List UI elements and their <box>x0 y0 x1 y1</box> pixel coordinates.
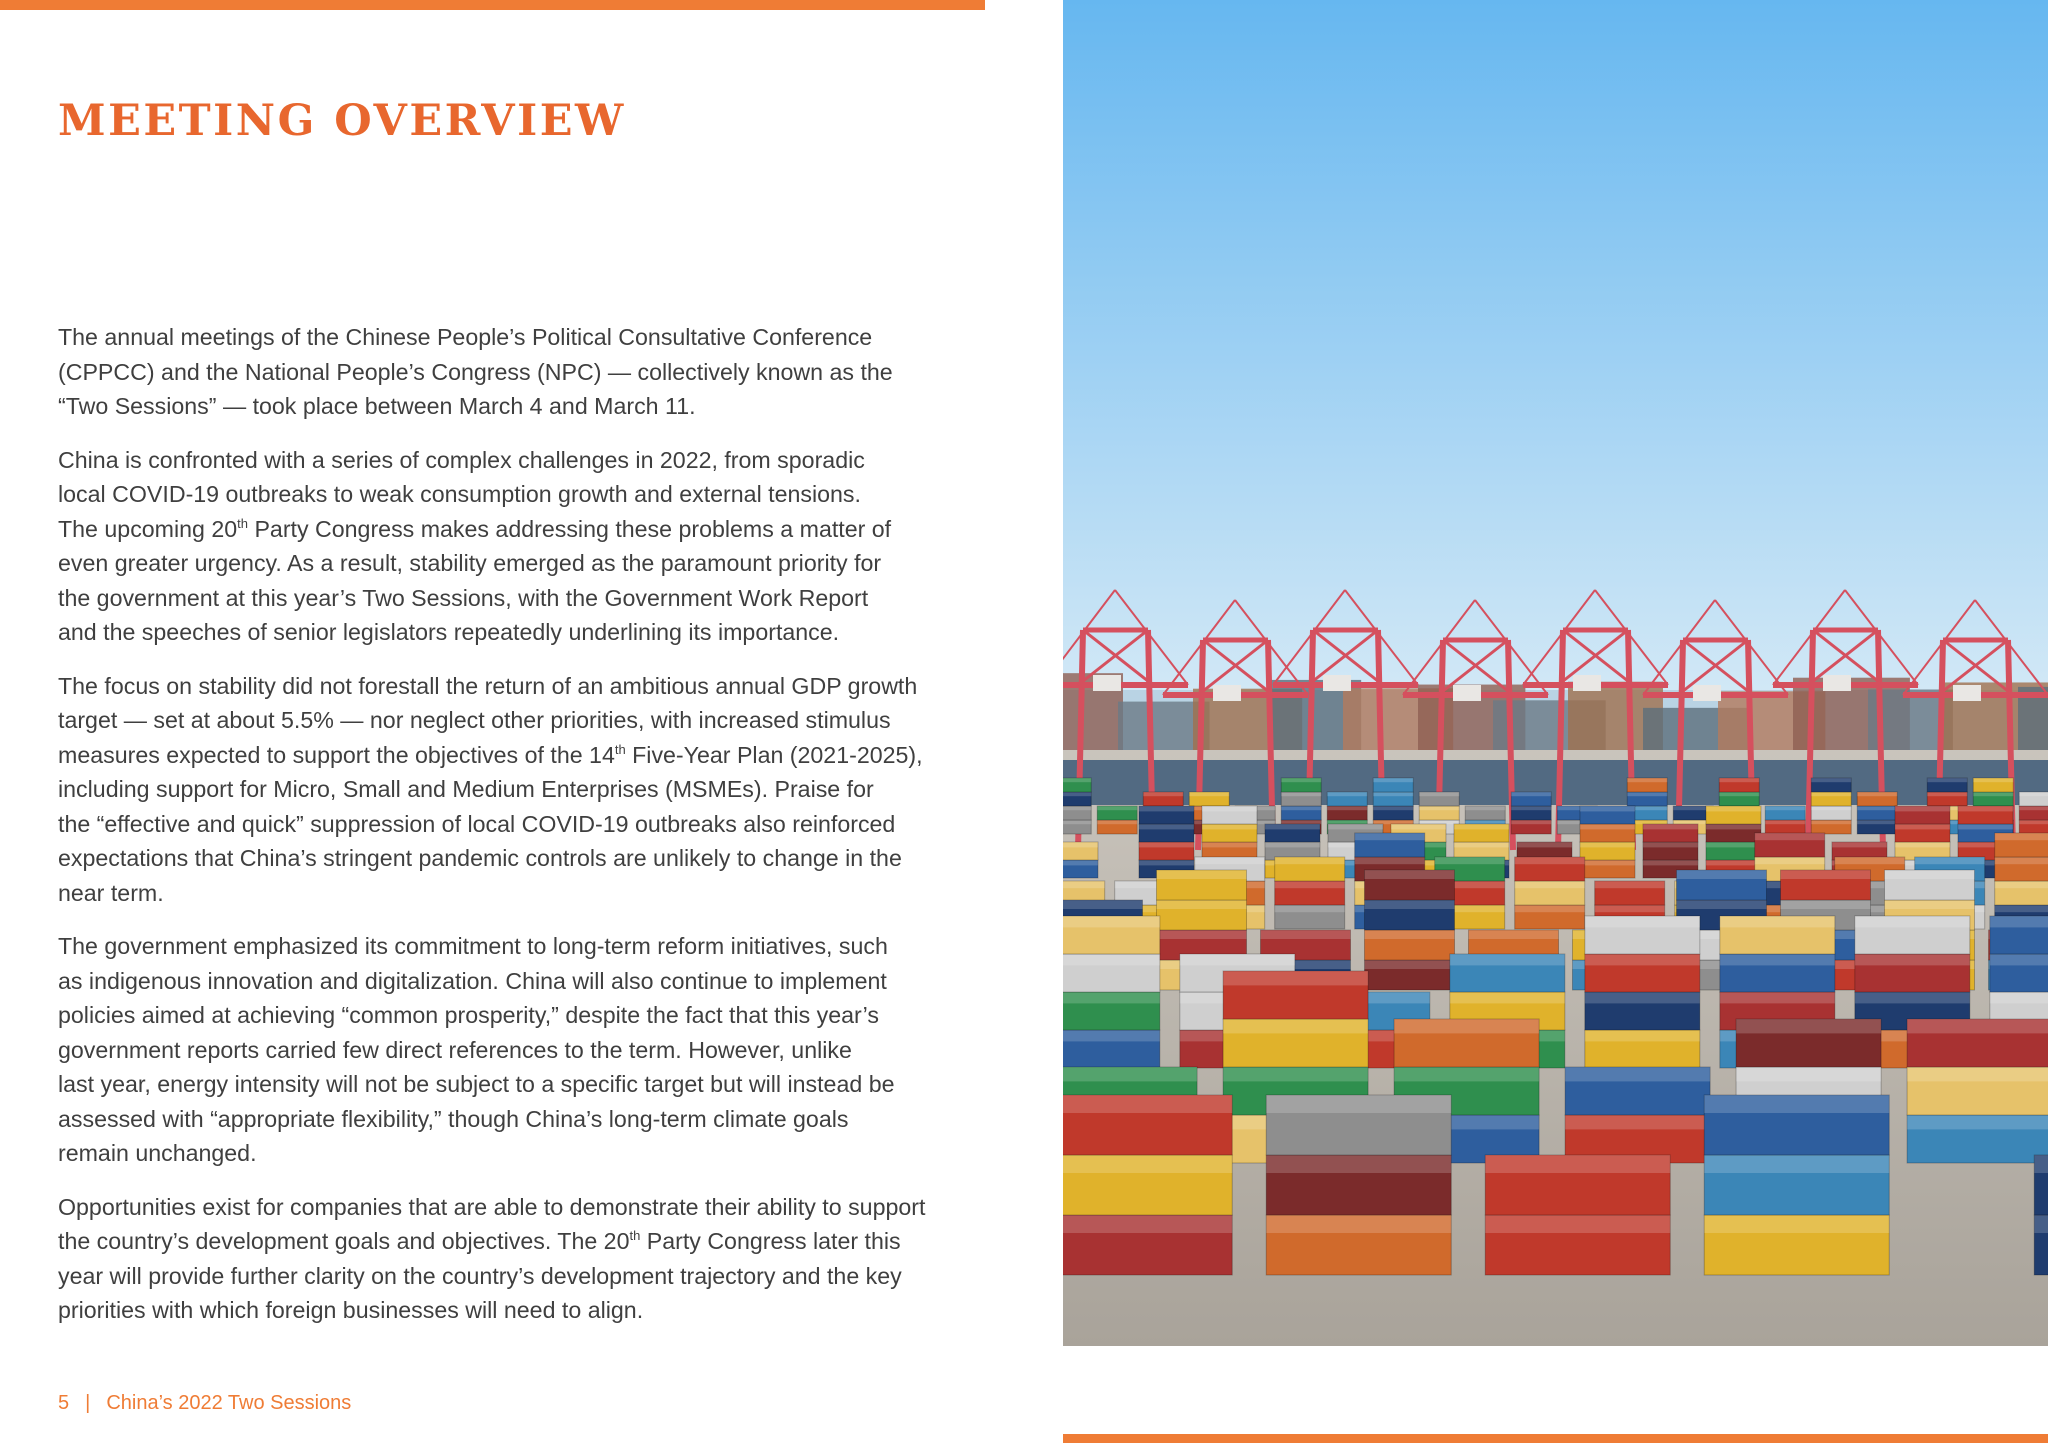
text-line <box>58 389 993 424</box>
text-line <box>58 1293 993 1328</box>
text-line <box>58 1033 993 1068</box>
text-line <box>58 1102 993 1137</box>
text-line <box>58 1190 993 1225</box>
text-line <box>58 964 993 999</box>
text-line <box>58 581 993 616</box>
page-title: MEETING OVERVIEW <box>58 96 626 146</box>
paragraph <box>58 1190 993 1328</box>
superscript: th <box>614 741 626 757</box>
text-line <box>58 1259 993 1294</box>
text-line <box>58 1067 993 1102</box>
text-run: including support for Micro, Small and Medium Enterprises (MSMEs). Praise for <box>58 776 874 802</box>
text-run: near term. <box>58 879 164 906</box>
text-run: The annual meetings of the Chinese People’s Political Consultative Conference <box>58 324 873 350</box>
text-line <box>58 841 993 876</box>
top-accent-bar <box>0 0 985 10</box>
superscript: th <box>629 1228 641 1243</box>
text-run: the country’s development goals and objectives. The 20 <box>58 1228 630 1254</box>
text-run: “Two Sessions” — took place between March 4 and March 11. <box>58 393 696 419</box>
text-line <box>58 355 993 390</box>
text-line <box>58 546 993 581</box>
text-run: local COVID-19 outbreaks to weak consumption growth and external tensions. <box>58 481 861 507</box>
text-line <box>58 669 993 704</box>
footer-separator: | <box>85 1392 91 1414</box>
text-run: and the speeches of senior legislators repeatedly underlining its importance. <box>58 619 840 645</box>
text-run: the government at this year’s Two Sessions, with the Government Work Report <box>58 584 869 611</box>
text-run: target — set at about 5.5% — nor neglect other priorities, with increased stimulus <box>58 707 891 733</box>
text-run: Opportunities exist for companies that are able to demonstrate their ability to support <box>58 1193 926 1220</box>
text-line <box>58 320 993 355</box>
text-run: China is confronted with a series of complex challenges in 2022, from sporadic <box>58 446 865 473</box>
text-run: last year, energy intensity will not be subject to a specific target but will instead be <box>58 1071 895 1097</box>
paragraph <box>58 443 993 650</box>
superscript: th <box>237 515 249 531</box>
text-run: (CPPCC) and the National People’s Congress (NPC) — collectively known as the <box>58 358 893 385</box>
text-run: measures expected to support the objectives of the 14 <box>58 741 615 768</box>
text-run: remain unchanged. <box>58 1140 257 1166</box>
text-run: government reports carried few direct references to the term. However, unlike <box>58 1036 852 1063</box>
text-line <box>58 615 993 650</box>
text-line <box>58 876 993 911</box>
text-line <box>58 512 993 547</box>
text-run: priorities with which foreign businesses will need to align. <box>58 1297 644 1323</box>
text-run: Party Congress makes addressing these problems a matter of <box>248 515 892 542</box>
text-line <box>58 443 993 478</box>
text-line <box>58 477 993 512</box>
page-number: 5 <box>58 1392 70 1414</box>
text-run: year will provide further clarity on the country’s development trajectory and the key <box>58 1262 902 1289</box>
text-line <box>58 807 993 842</box>
text-line <box>58 772 993 807</box>
text-run: as indigenous innovation and digitalization. China will also continue to implement <box>58 967 887 994</box>
paragraph <box>58 669 993 911</box>
text-run: policies aimed at achieving “common prosperity,” despite the fact that this year’s <box>58 1002 879 1028</box>
text-line <box>58 929 993 964</box>
sky <box>1063 0 2048 720</box>
text-run: even greater urgency. As a result, stability emerged as the paramount priority for <box>58 550 882 576</box>
text-line <box>58 998 993 1033</box>
text-run: expectations that China’s stringent pandemic controls are unlikely to change in the <box>58 845 902 871</box>
text-run: The government emphasized its commitment to long-term reform initiatives, such <box>58 933 888 959</box>
container-port-photo <box>1063 0 2048 1346</box>
text-line <box>58 703 993 738</box>
text-run: The upcoming 20 <box>58 515 238 542</box>
text-line <box>58 1224 993 1259</box>
text-run: The focus on stability did not forestall the return of an ambitious annual GDP growth <box>58 672 918 699</box>
bottom-accent-bar <box>1063 1434 2048 1443</box>
text-line <box>58 738 993 773</box>
text-line <box>58 1136 993 1171</box>
text-run: assessed with “appropriate flexibility,” though China’s long-term climate goals <box>58 1105 849 1132</box>
text-run: the “effective and quick” suppression of local COVID-19 outbreaks also reinforced <box>58 810 896 837</box>
text-run: Five-Year Plan (2021-2025), <box>625 741 923 768</box>
text-run: Party Congress later this <box>640 1228 901 1254</box>
body-text <box>58 320 993 1347</box>
paragraph <box>58 320 993 424</box>
publication-title: China’s 2022 Two Sessions <box>106 1392 352 1414</box>
page-footer <box>58 1392 351 1415</box>
paragraph <box>58 929 993 1171</box>
